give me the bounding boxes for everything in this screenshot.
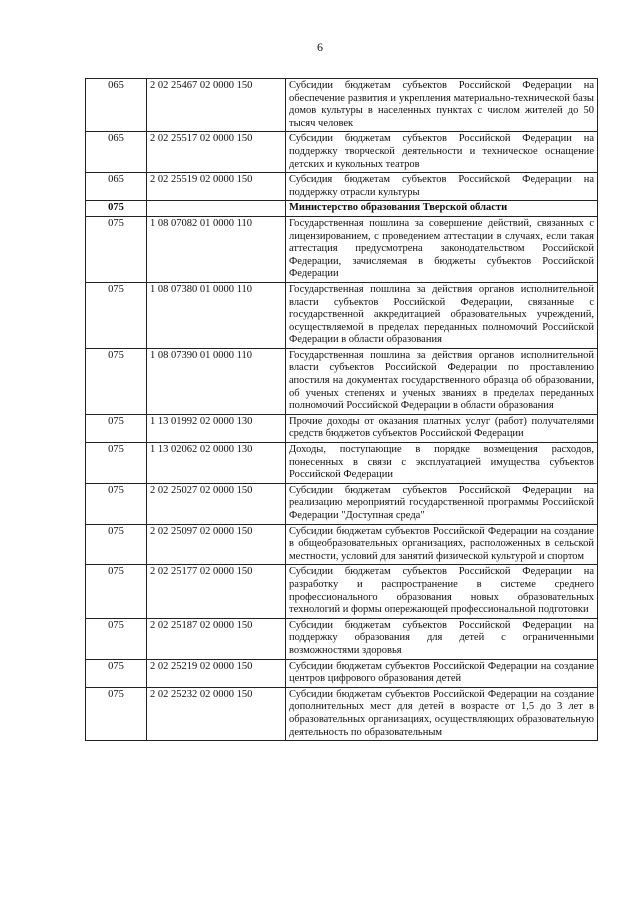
admin-code-cell: 075 xyxy=(86,282,147,348)
section-header-row xyxy=(86,201,598,217)
table-row xyxy=(86,443,598,484)
description-cell: Доходы, поступающие в порядке возмещения расходов, понесенных в связи с эксплуатацией имущества субъектов Российской Федерации xyxy=(286,443,598,484)
budget-code-cell: 1 13 02062 02 0000 130 xyxy=(147,443,286,484)
budget-code-cell: 2 02 25187 02 0000 150 xyxy=(147,618,286,659)
table-row xyxy=(86,618,598,659)
admin-code-cell: 075 xyxy=(86,687,147,740)
budget-code-cell: 2 02 25519 02 0000 150 xyxy=(147,173,286,201)
admin-code-cell: 075 xyxy=(86,524,147,565)
budget-code-cell: 1 13 01992 02 0000 130 xyxy=(147,414,286,442)
budget-code-cell: 2 02 25177 02 0000 150 xyxy=(147,565,286,618)
admin-code-cell: 075 xyxy=(86,659,147,687)
table-row xyxy=(86,483,598,524)
table-row xyxy=(86,79,598,132)
description-cell: Прочие доходы от оказания платных услуг (работ) получателями средств бюджетов субъектов Российской Федерации xyxy=(286,414,598,442)
table-row xyxy=(86,173,598,201)
admin-code-cell: 065 xyxy=(86,173,147,201)
table-row xyxy=(86,659,598,687)
budget-code-cell: 2 02 25517 02 0000 150 xyxy=(147,132,286,173)
table-row xyxy=(86,216,598,282)
description-cell: Государственная пошлина за совершение действий, связанных с лицензированием, с проведением аттестации в случаях, если такая аттестация предусмотрена законодательством Российской Федерации, зачисляемая в бюджеты субъектов Российской Федерации xyxy=(286,216,598,282)
section-title-cell: Министерство образования Тверской области xyxy=(286,201,598,217)
budget-code-cell: 2 02 25027 02 0000 150 xyxy=(147,483,286,524)
description-cell: Субсидии бюджетам субъектов Российской Федерации на поддержку творческой деятельности и техническое оснащение детских и кукольных театров xyxy=(286,132,598,173)
description-cell: Субсидии бюджетам субъектов Российской Федерации на создание центров цифрового образования детей xyxy=(286,659,598,687)
description-cell: Субсидии бюджетам субъектов Российской Федерации на разработку и распространение в системе среднего профессионального образования новых образовательных технологий и формы опережающей профессиональной подготовки xyxy=(286,565,598,618)
budget-code-cell: 2 02 25467 02 0000 150 xyxy=(147,79,286,132)
table-row xyxy=(86,348,598,414)
admin-code-cell: 075 xyxy=(86,216,147,282)
budget-code-cell: 2 02 25232 02 0000 150 xyxy=(147,687,286,740)
description-cell: Субсидии бюджетам субъектов Российской Федерации на создание дополнительных мест для детей в возрасте от 1,5 до 3 лет в образовательных организациях, осуществляющих образовательную деятельность по образовательным xyxy=(286,687,598,740)
budget-code-cell: 1 08 07082 01 0000 110 xyxy=(147,216,286,282)
budget-code-cell: 2 02 25097 02 0000 150 xyxy=(147,524,286,565)
page-number: 6 xyxy=(317,40,323,54)
admin-code-cell: 075 xyxy=(86,565,147,618)
table-row xyxy=(86,282,598,348)
admin-code-cell: 075 xyxy=(86,348,147,414)
table-row xyxy=(86,565,598,618)
admin-code-cell: 065 xyxy=(86,79,147,132)
description-cell: Субсидия бюджетам субъектов Российской Федерации на поддержку отрасли культуры xyxy=(286,173,598,201)
description-cell: Государственная пошлина за действия органов исполнительной власти субъектов Российской Федерации по проставлению апостиля на документах государственного образца об образовании, об ученых степенях и ученых званиях в пределах переданных полномочий Российской Федерации в области образования xyxy=(286,348,598,414)
table-row xyxy=(86,414,598,442)
description-cell: Субсидии бюджетам субъектов Российской Федерации на поддержку образования для детей с ограниченными возможностями здоровья xyxy=(286,618,598,659)
budget-code-cell: 2 02 25219 02 0000 150 xyxy=(147,659,286,687)
budget-code-cell xyxy=(147,201,286,217)
description-cell: Государственная пошлина за действия органов исполнительной власти субъектов Российской Федерации, связанные с государственной аккредитацией образовательных учреждений, осуществляемой в пределах переданных полномочий Российской Федерации в области образования xyxy=(286,282,598,348)
table-row xyxy=(86,132,598,173)
description-cell: Субсидии бюджетам субъектов Российской Федерации на создание в общеобразовательных организациях, расположенных в сельской местности, условий для занятий физической культурой и спортом xyxy=(286,524,598,565)
table-row xyxy=(86,687,598,740)
admin-code-cell: 075 xyxy=(86,618,147,659)
admin-code-cell: 075 xyxy=(86,201,147,217)
table-row xyxy=(86,524,598,565)
description-cell: Субсидии бюджетам субъектов Российской Федерации на обеспечение развития и укрепления материально-технической базы домов культуры в населенных пунктах с числом жителей до 50 тысяч человек xyxy=(286,79,598,132)
admin-code-cell: 075 xyxy=(86,414,147,442)
admin-code-cell: 075 xyxy=(86,483,147,524)
admin-code-cell: 075 xyxy=(86,443,147,484)
admin-code-cell: 065 xyxy=(86,132,147,173)
budget-code-cell: 1 08 07390 01 0000 110 xyxy=(147,348,286,414)
budget-codes-table xyxy=(85,78,598,741)
budget-code-cell: 1 08 07380 01 0000 110 xyxy=(147,282,286,348)
description-cell: Субсидии бюджетам субъектов Российской Федерации на реализацию мероприятий государственной программы Российской Федерации "Доступная среда" xyxy=(286,483,598,524)
